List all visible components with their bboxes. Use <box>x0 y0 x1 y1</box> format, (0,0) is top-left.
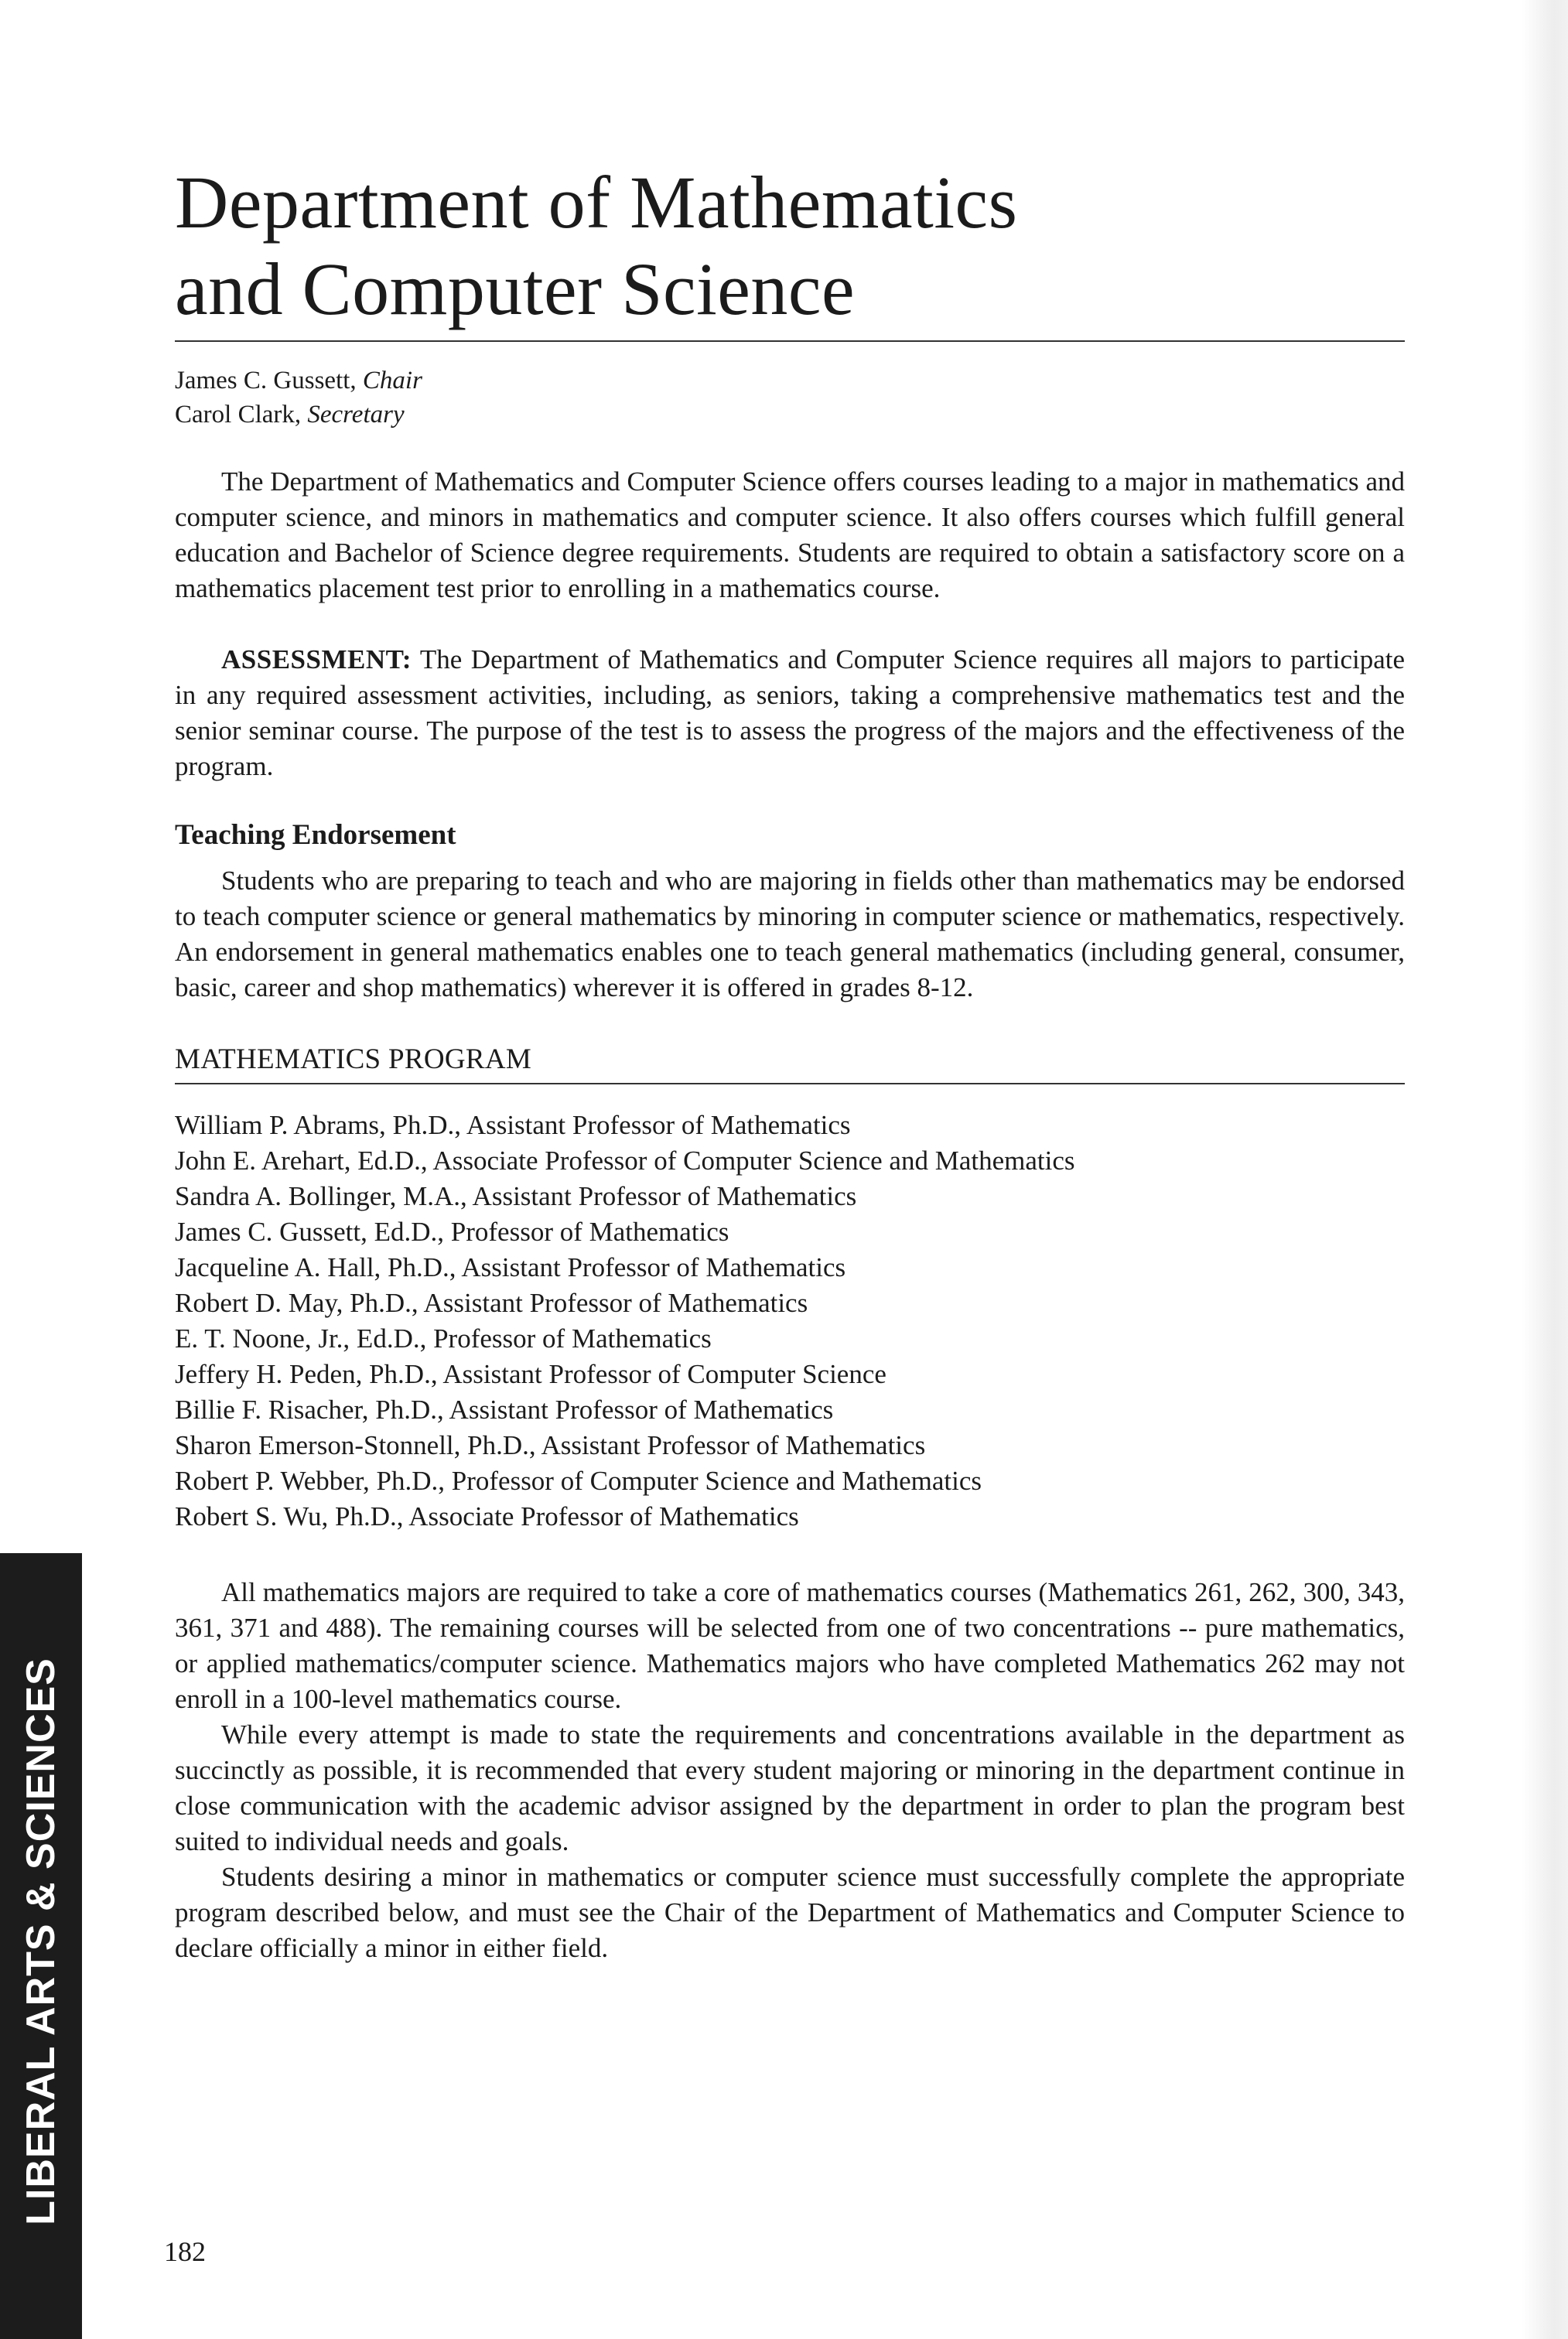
page-number: 182 <box>164 2236 206 2267</box>
faculty-list <box>175 1108 1405 1535</box>
faculty-member: John E. Arehart, Ed.D., Associate Professor of Computer Science and Mathematics <box>175 1146 1075 1176</box>
section-side-label: LIBERAL ARTS & SCIENCES <box>19 1658 63 2225</box>
mathematics-program-heading: MATHEMATICS PROGRAM <box>175 1043 532 1075</box>
minor-paragraph: Students desiring a minor in mathematics or computer science must successfully complete the appropriate program described below, and must see the Chair of the Department of Mathematics and Computer Science to declare officially a minor in either field. <box>175 1862 1405 1963</box>
staff-chair <box>175 364 1405 398</box>
staff-list <box>175 364 1405 432</box>
faculty-member: Jacqueline A. Hall, Ph.D., Assistant Professor of Mathematics <box>175 1252 846 1282</box>
staff-secretary <box>175 398 1405 432</box>
title-rule <box>175 340 1405 342</box>
faculty-member: Jeffery H. Peden, Ph.D., Assistant Professor of Computer Science <box>175 1359 886 1389</box>
title-line-2: and Computer Science <box>175 248 856 330</box>
faculty-member: William P. Abrams, Ph.D., Assistant Professor of Mathematics <box>175 1110 851 1140</box>
faculty-member: Sharon Emerson-Stonnell, Ph.D., Assistant Professor of Mathematics <box>175 1430 926 1460</box>
faculty-member: Robert D. May, Ph.D., Assistant Professor of Mathematics <box>175 1288 808 1318</box>
assessment-text: The Department of Mathematics and Computer Science requires all majors to participate in any required assessment activities, including, as seniors, taking a comprehensive mathematics test and the senior seminar course. The purpose of the test is to assess the progress of the majors and the effectiveness of the program. <box>175 644 1405 781</box>
faculty-member: Billie F. Risacher, Ph.D., Assistant Professor of Mathematics <box>175 1395 834 1425</box>
faculty-member: Robert P. Webber, Ph.D., Professor of Computer Science and Mathematics <box>175 1466 982 1496</box>
teaching-endorsement-heading: Teaching Endorsement <box>175 819 456 851</box>
core-requirements-paragraph: All mathematics majors are required to take a core of mathematics courses (Mathematics 261, 262, 300, 343, 361, 371 and 488). The remaining courses will be selected from one of two concentrations -- pure mathematics, or applied mathematics/computer science. Mathematics majors who have completed Mathematics 262 may not enroll in a 100-level mathematics course. <box>175 1577 1405 1714</box>
page-edge-shadow <box>1522 0 1568 2339</box>
staff-role: Secretary <box>307 401 405 429</box>
program-rule <box>175 1083 1405 1084</box>
assessment-paragraph <box>175 642 1405 784</box>
faculty-member: Sandra A. Bollinger, M.A., Assistant Professor of Mathematics <box>175 1181 857 1211</box>
page-content <box>175 159 1405 1966</box>
intro-paragraph: The Department of Mathematics and Computer Science offers courses leading to a major in mathematics and computer science, and minors in mathematics and computer science. It also offers courses which fulfill general education and Bachelor of Science degree requirements. Students are required to obtain a satisfactory score on a mathematics placement test prior to enrolling in a mathematics course. <box>175 466 1405 603</box>
faculty-member: Robert S. Wu, Ph.D., Associate Professor of Mathematics <box>175 1501 799 1531</box>
assessment-lead: ASSESSMENT: <box>221 644 412 674</box>
faculty-member: E. T. Noone, Jr., Ed.D., Professor of Mathematics <box>175 1323 712 1354</box>
staff-name: James C. Gussett, <box>175 367 357 394</box>
advising-paragraph: While every attempt is made to state the requirements and concentrations available in the department as succinctly as possible, it is recommended that every student majoring or minoring in the department continue in close communication with the academic advisor assigned by the department in order to plan the program best suited to individual needs and goals. <box>175 1719 1405 1856</box>
staff-role: Chair <box>362 367 422 394</box>
staff-name: Carol Clark, <box>175 401 302 429</box>
teaching-endorsement-paragraph: Students who are preparing to teach and who are majoring in fields other than mathematics may be endorsed to teach computer science or general mathematics by minoring in computer science or mathematics, respectively. An endorsement in general mathematics enables one to teach general mathematics (including general, consumer, basic, career and shop mathematics) wherever it is offered in grades 8-12. <box>175 866 1405 1002</box>
page-title <box>175 159 1405 333</box>
faculty-member: James C. Gussett, Ed.D., Professor of Mathematics <box>175 1217 729 1247</box>
title-line-1: Department of Mathematics <box>175 161 1018 244</box>
